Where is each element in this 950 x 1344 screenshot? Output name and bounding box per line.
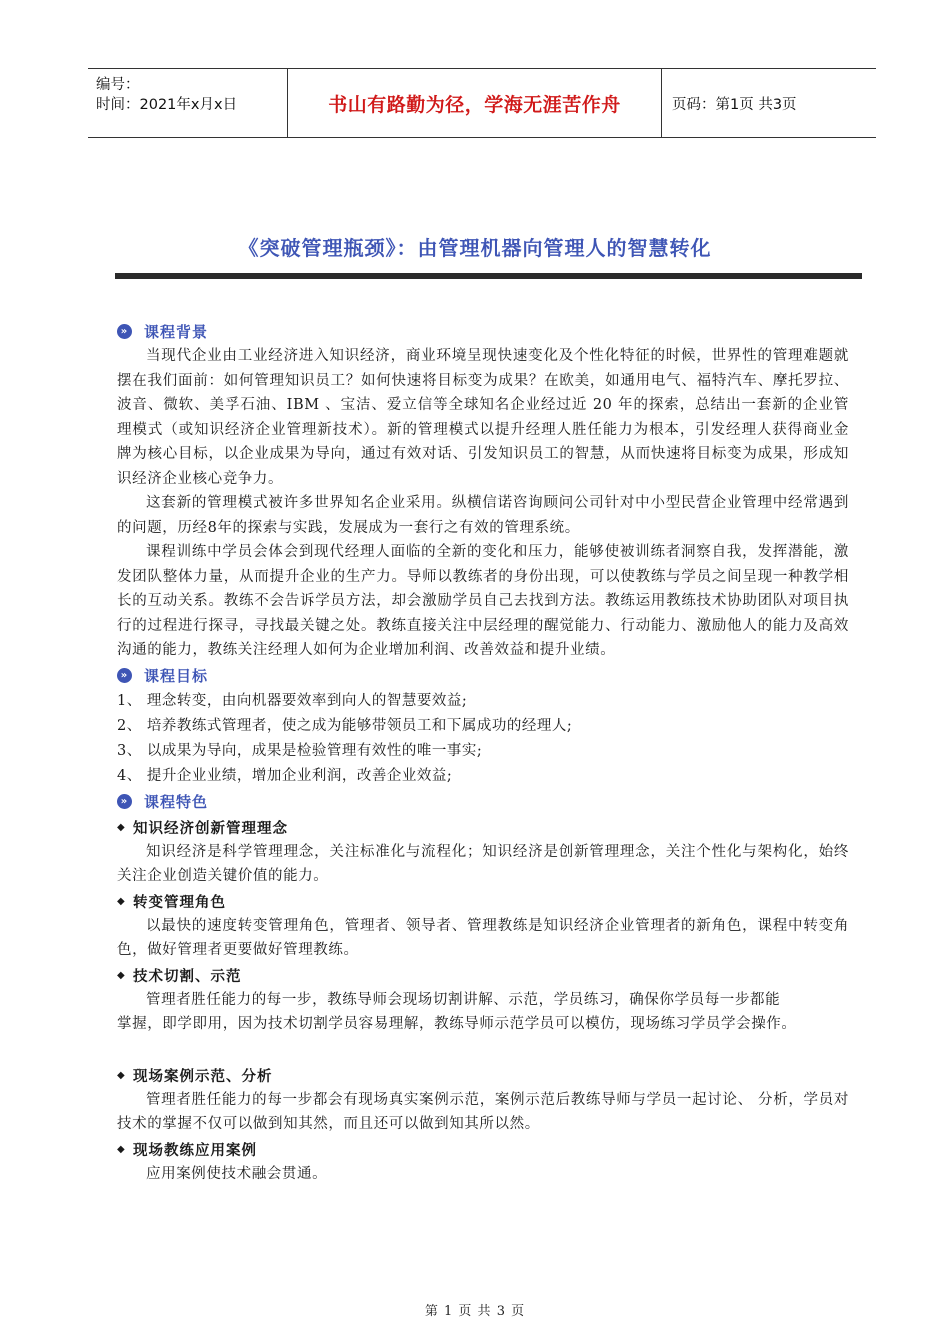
feature-heading	[117, 963, 849, 988]
feature-heading	[117, 1137, 849, 1162]
document-body	[117, 318, 849, 1186]
header-time-label: 时间：2021年x月x日	[96, 97, 238, 113]
feature-text: 掌握，即学即用，因为技术切割学员容易理解，教练导师示范学员可以模仿，现场练习学员学会操作。	[117, 1016, 797, 1032]
goal-item: 1、 理念转变，由向机器要效率到向人的智慧要效益;	[117, 692, 468, 709]
page-header	[88, 68, 876, 138]
feature-text: 知识经济是科学管理理念，关注标准化与流程化；知识经济是创新管理理念，关注个性化与架构化，始终关注企业创造关键价值的能力。	[117, 843, 849, 884]
diamond-bullet-icon: ◆	[117, 1069, 126, 1081]
page-footer: 第 1 页 共 3 页	[424, 1304, 526, 1319]
section-heading-background	[117, 318, 849, 344]
feature-heading	[117, 1063, 849, 1088]
goal-item: 2、 培养教练式管理者，使之成为能够带领员工和下属成功的经理人;	[117, 717, 573, 734]
background-paragraph: 当现代企业由工业经济进入知识经济，商业环境呈现快速变化及个性化特征的时候，世界性的管理难题就摆在我们面前：如何管理知识员工？如何快速将目标变为成果？在欧美，如通用电气、福特汽车、摩托罗拉、波音、微软、美孚石油、IBM 、宝洁、爱立信等全球知名企业经过近 20 年的探索，总结出一套新的企业管理模式（或知识经济企业管理新技术）。新的管理模式以提升经理人胜任能力为根本，引发经理人获得商业金牌为核心目标，以企业成果为导向，通过有效对话、引发知识员工的智慧，从而快速将目标变为成果，形成知识经济企业核心竞争力。	[117, 348, 849, 487]
diamond-bullet-icon: ◆	[117, 895, 126, 907]
feature-title: 技术切割、示范	[133, 967, 242, 985]
header-page-info: 页码：第1页 共3页	[672, 96, 797, 113]
feature-title: 现场教练应用案例	[133, 1141, 257, 1159]
spacer	[117, 1037, 849, 1063]
title-divider	[115, 273, 862, 279]
header-motto-cell	[287, 69, 662, 137]
feature-text: 应用案例使技术融会贯通。	[146, 1165, 328, 1182]
circle-chevron-icon: »	[117, 324, 132, 339]
section-heading-features	[117, 789, 849, 815]
header-number-label: 编号：	[96, 77, 140, 93]
feature-title: 转变管理角色	[133, 893, 226, 911]
feature-text: 管理者胜任能力的每一步，教练导师会现场切割讲解、示范，学员练习，确保你学员每一步都能	[146, 991, 781, 1008]
background-paragraph: 这套新的管理模式被许多世界知名企业采用。纵横信诺咨询顾问公司针对中小型民营企业管理中经常遇到的问题，历经8年的探索与实践，发展成为一套行之有效的管理系统。	[117, 495, 849, 536]
header-page-cell	[662, 69, 876, 137]
circle-chevron-icon: »	[117, 794, 132, 809]
feature-title: 知识经济创新管理理念	[133, 819, 288, 837]
feature-title: 现场案例示范、分析	[133, 1067, 273, 1085]
document-title: 《突破管理瓶颈》：由管理机器向管理人的智慧转化	[238, 236, 712, 260]
goal-item: 3、 以成果为导向，成果是检验管理有效性的唯一事实;	[117, 742, 483, 759]
header-motto: 书山有路勤为径，学海无涯苦作舟	[328, 93, 621, 116]
feature-heading	[117, 889, 849, 914]
header-meta	[88, 69, 287, 137]
section-title: 课程背景	[144, 322, 209, 341]
circle-chevron-icon: »	[117, 668, 132, 683]
feature-text: 管理者胜任能力的每一步都会有现场真实案例示范，案例示范后教练导师与学员一起讨论、 分析，学员对技术的掌握不仅可以做到知其然，而且还可以做到知其所以然。	[117, 1091, 849, 1132]
background-paragraph: 课程训练中学员会体会到现代经理人面临的全新的变化和压力，能够使被训练者洞察自我，发挥潜能，激发团队整体力量，从而提升企业的生产力。导师以教练者的身份出现，可以使教练与学员之间呈现一种教学相长的互动关系。教练不会告诉学员方法，却会激励学员自己去找到方法。教练运用教练技术协助团队对项目执行的过程进行探寻，寻找最关键之处。教练直接关注中层经理的醒觉能力、行动能力、激励他人的能力及高效沟通的能力，教练关注经理人如何为企业增加利润、改善效益和提升业绩。	[117, 544, 849, 658]
goal-item: 4、 提升企业业绩，增加企业利润，改善企业效益;	[117, 767, 453, 784]
section-title: 课程目标	[144, 667, 209, 685]
section-title: 课程特色	[144, 793, 209, 811]
diamond-bullet-icon: ◆	[117, 1143, 126, 1155]
diamond-bullet-icon: ◆	[117, 969, 126, 981]
section-heading-goals	[117, 663, 849, 689]
diamond-bullet-icon: ◆	[117, 821, 126, 833]
feature-heading	[117, 815, 849, 840]
feature-text: 以最快的速度转变管理角色，管理者、领导者、管理教练是知识经济企业管理者的新角色，课程中转变角色，做好管理者更要做好管理教练。	[117, 917, 849, 958]
